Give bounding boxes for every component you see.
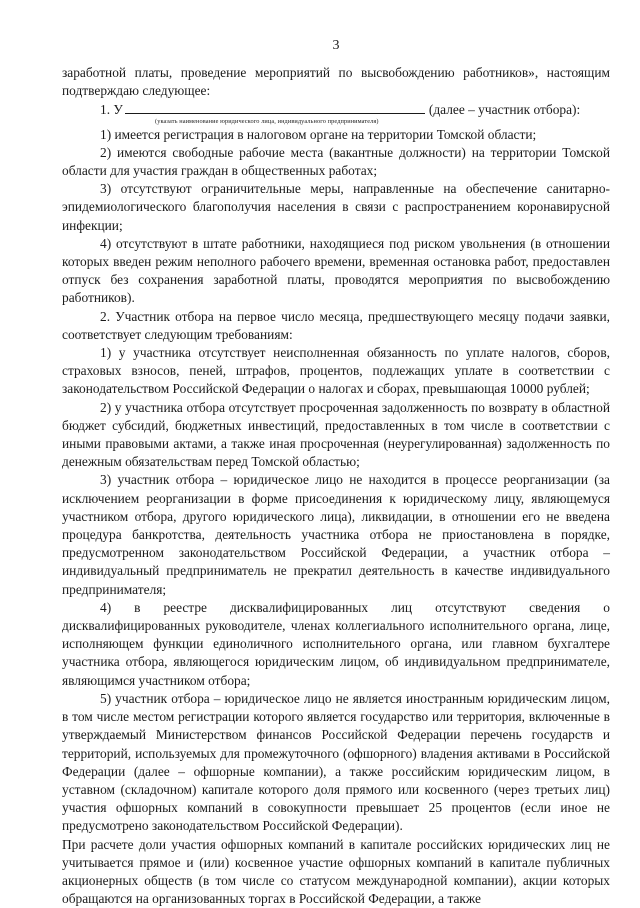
participant-name-hint: (указать наименование юридического лица, индивидуального предпринимателя) bbox=[155, 117, 379, 125]
item1-suffix: (далее – участник отбора): bbox=[428, 102, 581, 118]
paragraph-2: 2. Участник отбора на первое число месяца, предшествующего месяцу подачи заявки, соответствует следующим требованиям: bbox=[62, 308, 610, 342]
paragraph-2-2: 2) у участника отбора отсутствует просроченная задолженность по возврату в областной бюджет субсидий, бюджетных инвестиций, предоставленных в том числе в соответствии с иными правовыми актами, а также иная просроченная (неурегулированная) задолженность по денежным обязательствам перед Томской областью; bbox=[62, 399, 610, 470]
item1-prefix: 1. У bbox=[100, 102, 123, 118]
paragraph-1-3: 3) отсутствуют ограничительные меры, направленные на обеспечение санитарно-эпидемиологического благополучия населения в связи с распространением коронавирусной инфекции; bbox=[62, 181, 610, 233]
document-body bbox=[62, 64, 610, 908]
intro-paragraph: заработной платы, проведение мероприятий по высвобождению работников», настоящим подтверждаю следующее: bbox=[62, 65, 610, 99]
closing-paragraph: При расчете доли участия офшорных компаний в капитале российских юридических лиц не учитывается прямое и (или) косвенное участие офшорных компаний в капитале публичных акционерных обществ (в том числе со статусом международной компании), акции которых обращаются на организованных торгах в Российской Федерации, а также bbox=[62, 836, 610, 907]
paragraph-2-1: 1) у участника отсутствует неисполненная обязанность по уплате налогов, сборов, страховых взносов, пеней, штрафов, процентов, подлежащих уплате в соответствии с законодательством Российской Федерации о налогах и сборах, превышающая 10000 рублей; bbox=[62, 345, 610, 397]
paragraph-2-4: 4) в реестре дисквалифицированных лиц отсутствуют сведения о дисквалифицированных руководителе, членах коллегиального исполнительного органа, лице, исполняющем функции единоличного исполнительного органа, или главном бухгалтере участника отбора, являющегося юридическим лицом, об индивидуальном предпринимателе, являющимся участником отбора; bbox=[62, 599, 610, 688]
page-number: 3 bbox=[332, 38, 340, 53]
paragraph-2-5: 5) участник отбора – юридическое лицо не является иностранным юридическим лицом, в том числе местом регистрации которого является государство или территория, включенные в утверждаемый Министерством финансов Российской Федерации перечень государств и территорий, используемых для промежуточного (офшорного) владения активами в Российской Федерации (далее – офшорные компании), а также российским юридическим лицом, в уставном (складочном) капитале которого доля прямого или косвенного (через третьих лиц) участия офшорных компаний в совокупности превышает 25 процентов (если иное не предусмотрено законодательством Российской Федерации). bbox=[62, 690, 610, 834]
participant-name-blank[interactable] bbox=[125, 100, 425, 114]
paragraph-1-1: 1) имеется регистрация в налоговом органе на территории Томской области; bbox=[100, 126, 537, 142]
paragraph-1-4: 4) отсутствуют в штате работники, находящиеся под риском увольнения (в отношении которых введен режим неполного рабочего времени, временная остановка работ, предоставлен отпуск без сохранения заработной платы, проводятся мероприятия по высвобождению работников). bbox=[62, 235, 610, 306]
item1-row bbox=[62, 100, 610, 118]
paragraph-1-2: 2) имеются свободные рабочие места (вакантные должности) на территории Томской области для участия граждан в общественных работах; bbox=[62, 144, 610, 178]
paragraph-2-3: 3) участник отбора – юридическое лицо не находится в процессе реорганизации (за исключением реорганизации в форме присоединения к юридическому лицу, являющемуся участником отбора, другого юридического лица), ликвидации, в отношении его не введена процедура банкротства, деятельность участника отбора не приостановлена в порядке, предусмотренном законодательством Российской Федерации, а участник отбора – индивидуальный предприниматель не прекратил деятельность в качестве индивидуального предпринимателя; bbox=[62, 472, 610, 597]
